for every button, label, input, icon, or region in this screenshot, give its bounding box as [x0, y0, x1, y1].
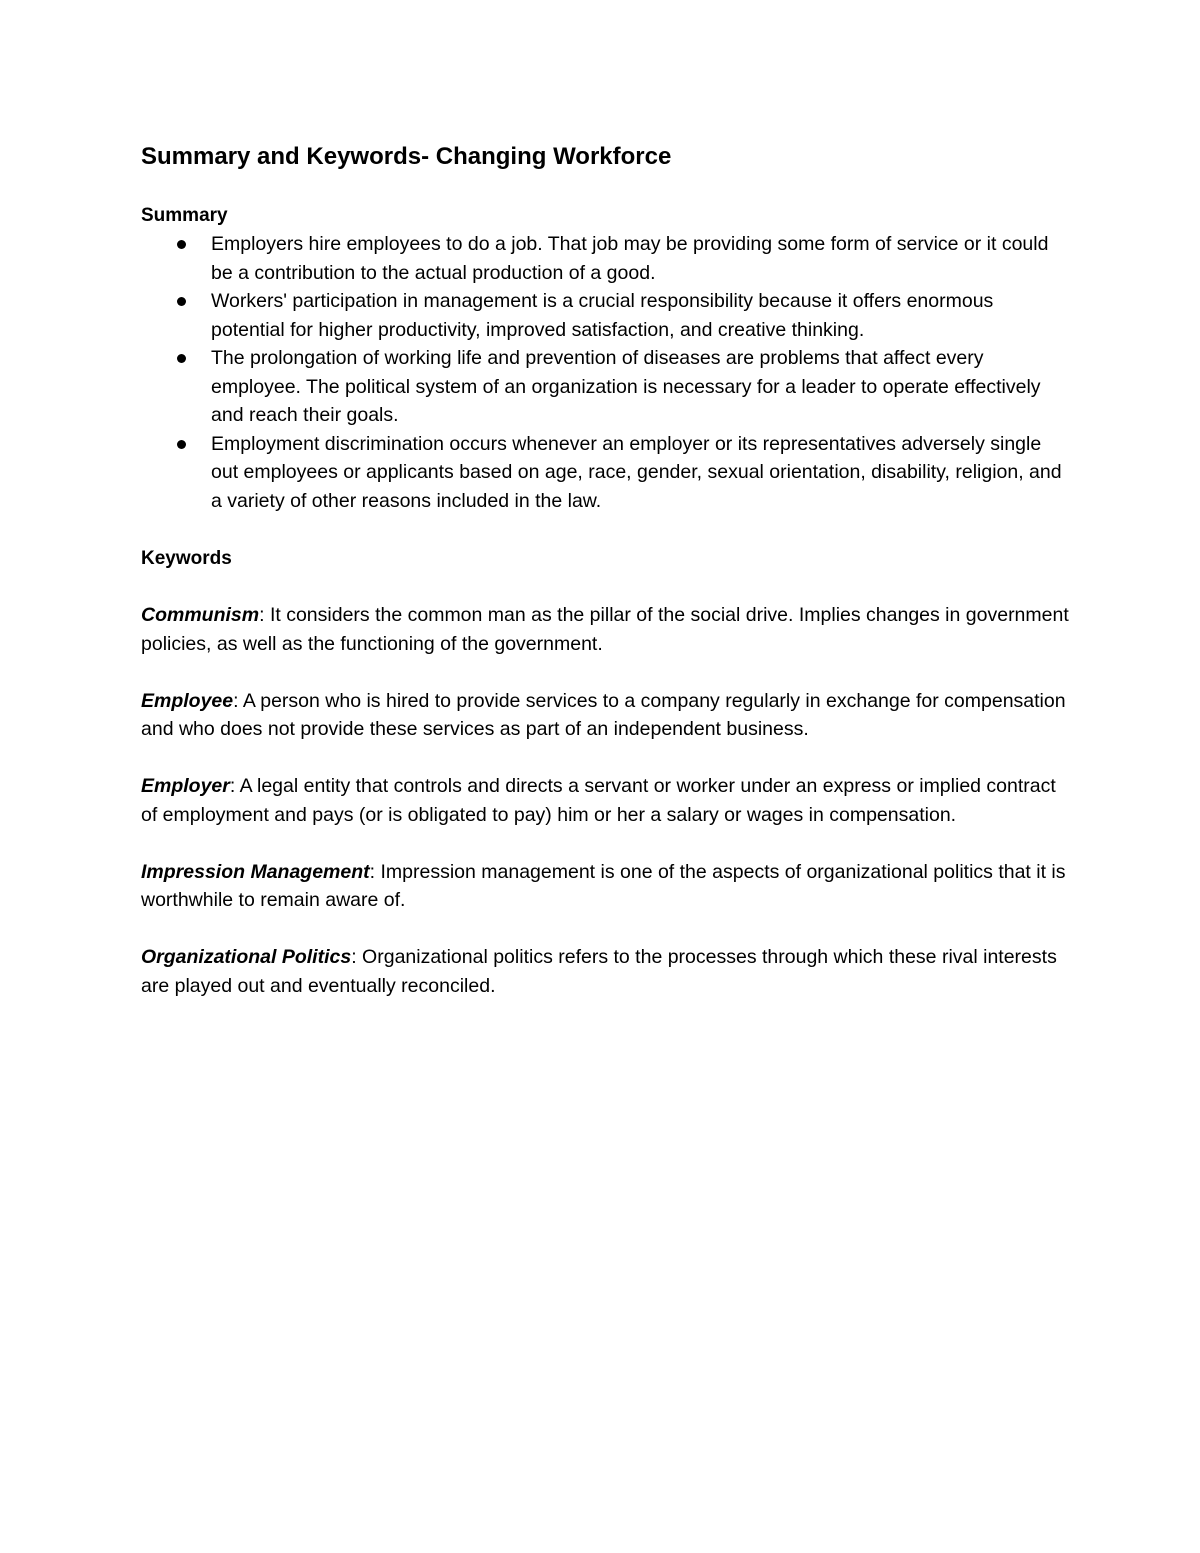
keyword-separator: :: [229, 775, 236, 797]
keyword-separator: :: [259, 604, 265, 626]
keyword-entry-employer: [141, 772, 1071, 829]
keyword-entry-organizational-politics: [141, 943, 1071, 1000]
summary-heading: Summary: [141, 205, 228, 226]
bullet-dot-icon: [177, 354, 186, 363]
keyword-separator: :: [351, 946, 357, 968]
document-content: [141, 140, 1071, 1029]
keyword-definition: A person who is hired to provide services to a company regularly in exchange for compensation and who does not provide these services as part of an independent business.: [141, 689, 1066, 740]
keyword-definition: It considers the common man as the pillar of the social drive. Implies changes in government policies, as well as the functioning of the government.: [141, 604, 1069, 655]
keyword-term: Communism: [141, 604, 260, 626]
keyword-entry-communism: [141, 601, 1071, 658]
bullet-dot-icon: [177, 297, 186, 306]
bullet-dot-icon: [177, 440, 186, 449]
keywords-heading: Keywords: [141, 548, 232, 569]
document-title: Summary and Keywords- Changing Workforce: [141, 143, 672, 170]
bullet-dot-icon: [177, 240, 186, 249]
keyword-entry-impression-management: [141, 858, 1071, 915]
keyword-separator: :: [369, 860, 376, 883]
keyword-definition: Organizational politics refers to the processes through which these rival interests are played out and eventually reconciled.: [141, 946, 1057, 997]
summary-bullet-text: The prolongation of working life and prevention of diseases are problems that affect every employee. The political system of an organization is necessary for a leader to operate effectively and reach their goals.: [211, 347, 1041, 426]
summary-bullet-text: Workers' participation in management is a crucial responsibility because it offers enormous potential for higher productivity, improved satisfaction, and creative thinking.: [211, 290, 994, 341]
summary-bullet-item: [211, 230, 1071, 287]
keyword-term: Employer: [141, 775, 230, 797]
keyword-entry-employee: [141, 687, 1071, 744]
summary-bullet-item: [211, 344, 1071, 430]
keyword-definition: Impression management is one of the aspects of organizational politics that it is worthwhile to remain aware of.: [141, 860, 1066, 911]
summary-bullet-item: [211, 287, 1071, 344]
keywords-list: [141, 601, 1071, 1000]
summary-bullet-item: [211, 430, 1071, 516]
keyword-separator: :: [233, 689, 239, 712]
keyword-term: Impression Management: [141, 860, 370, 883]
summary-bullet-text: Employers hire employees to do a job. That job may be providing some form of service or it could be a contribution to the actual production of a good.: [211, 233, 1049, 284]
keyword-term: Employee: [141, 689, 234, 712]
keyword-term: Organizational Politics: [141, 946, 352, 968]
keyword-definition: A legal entity that controls and directs a servant or worker under an express or implied contract of employment and pays (or is obligated to pay) him or her a salary or wages in compensation.: [141, 775, 1056, 826]
summary-bullet-text: Employment discrimination occurs whenever an employer or its representatives adversely single out employees or applicants based on age, race, gender, sexual orientation, disability, religion, and a variety of other reasons included in the law.: [211, 432, 1062, 512]
summary-bullet-list: [141, 230, 1071, 515]
